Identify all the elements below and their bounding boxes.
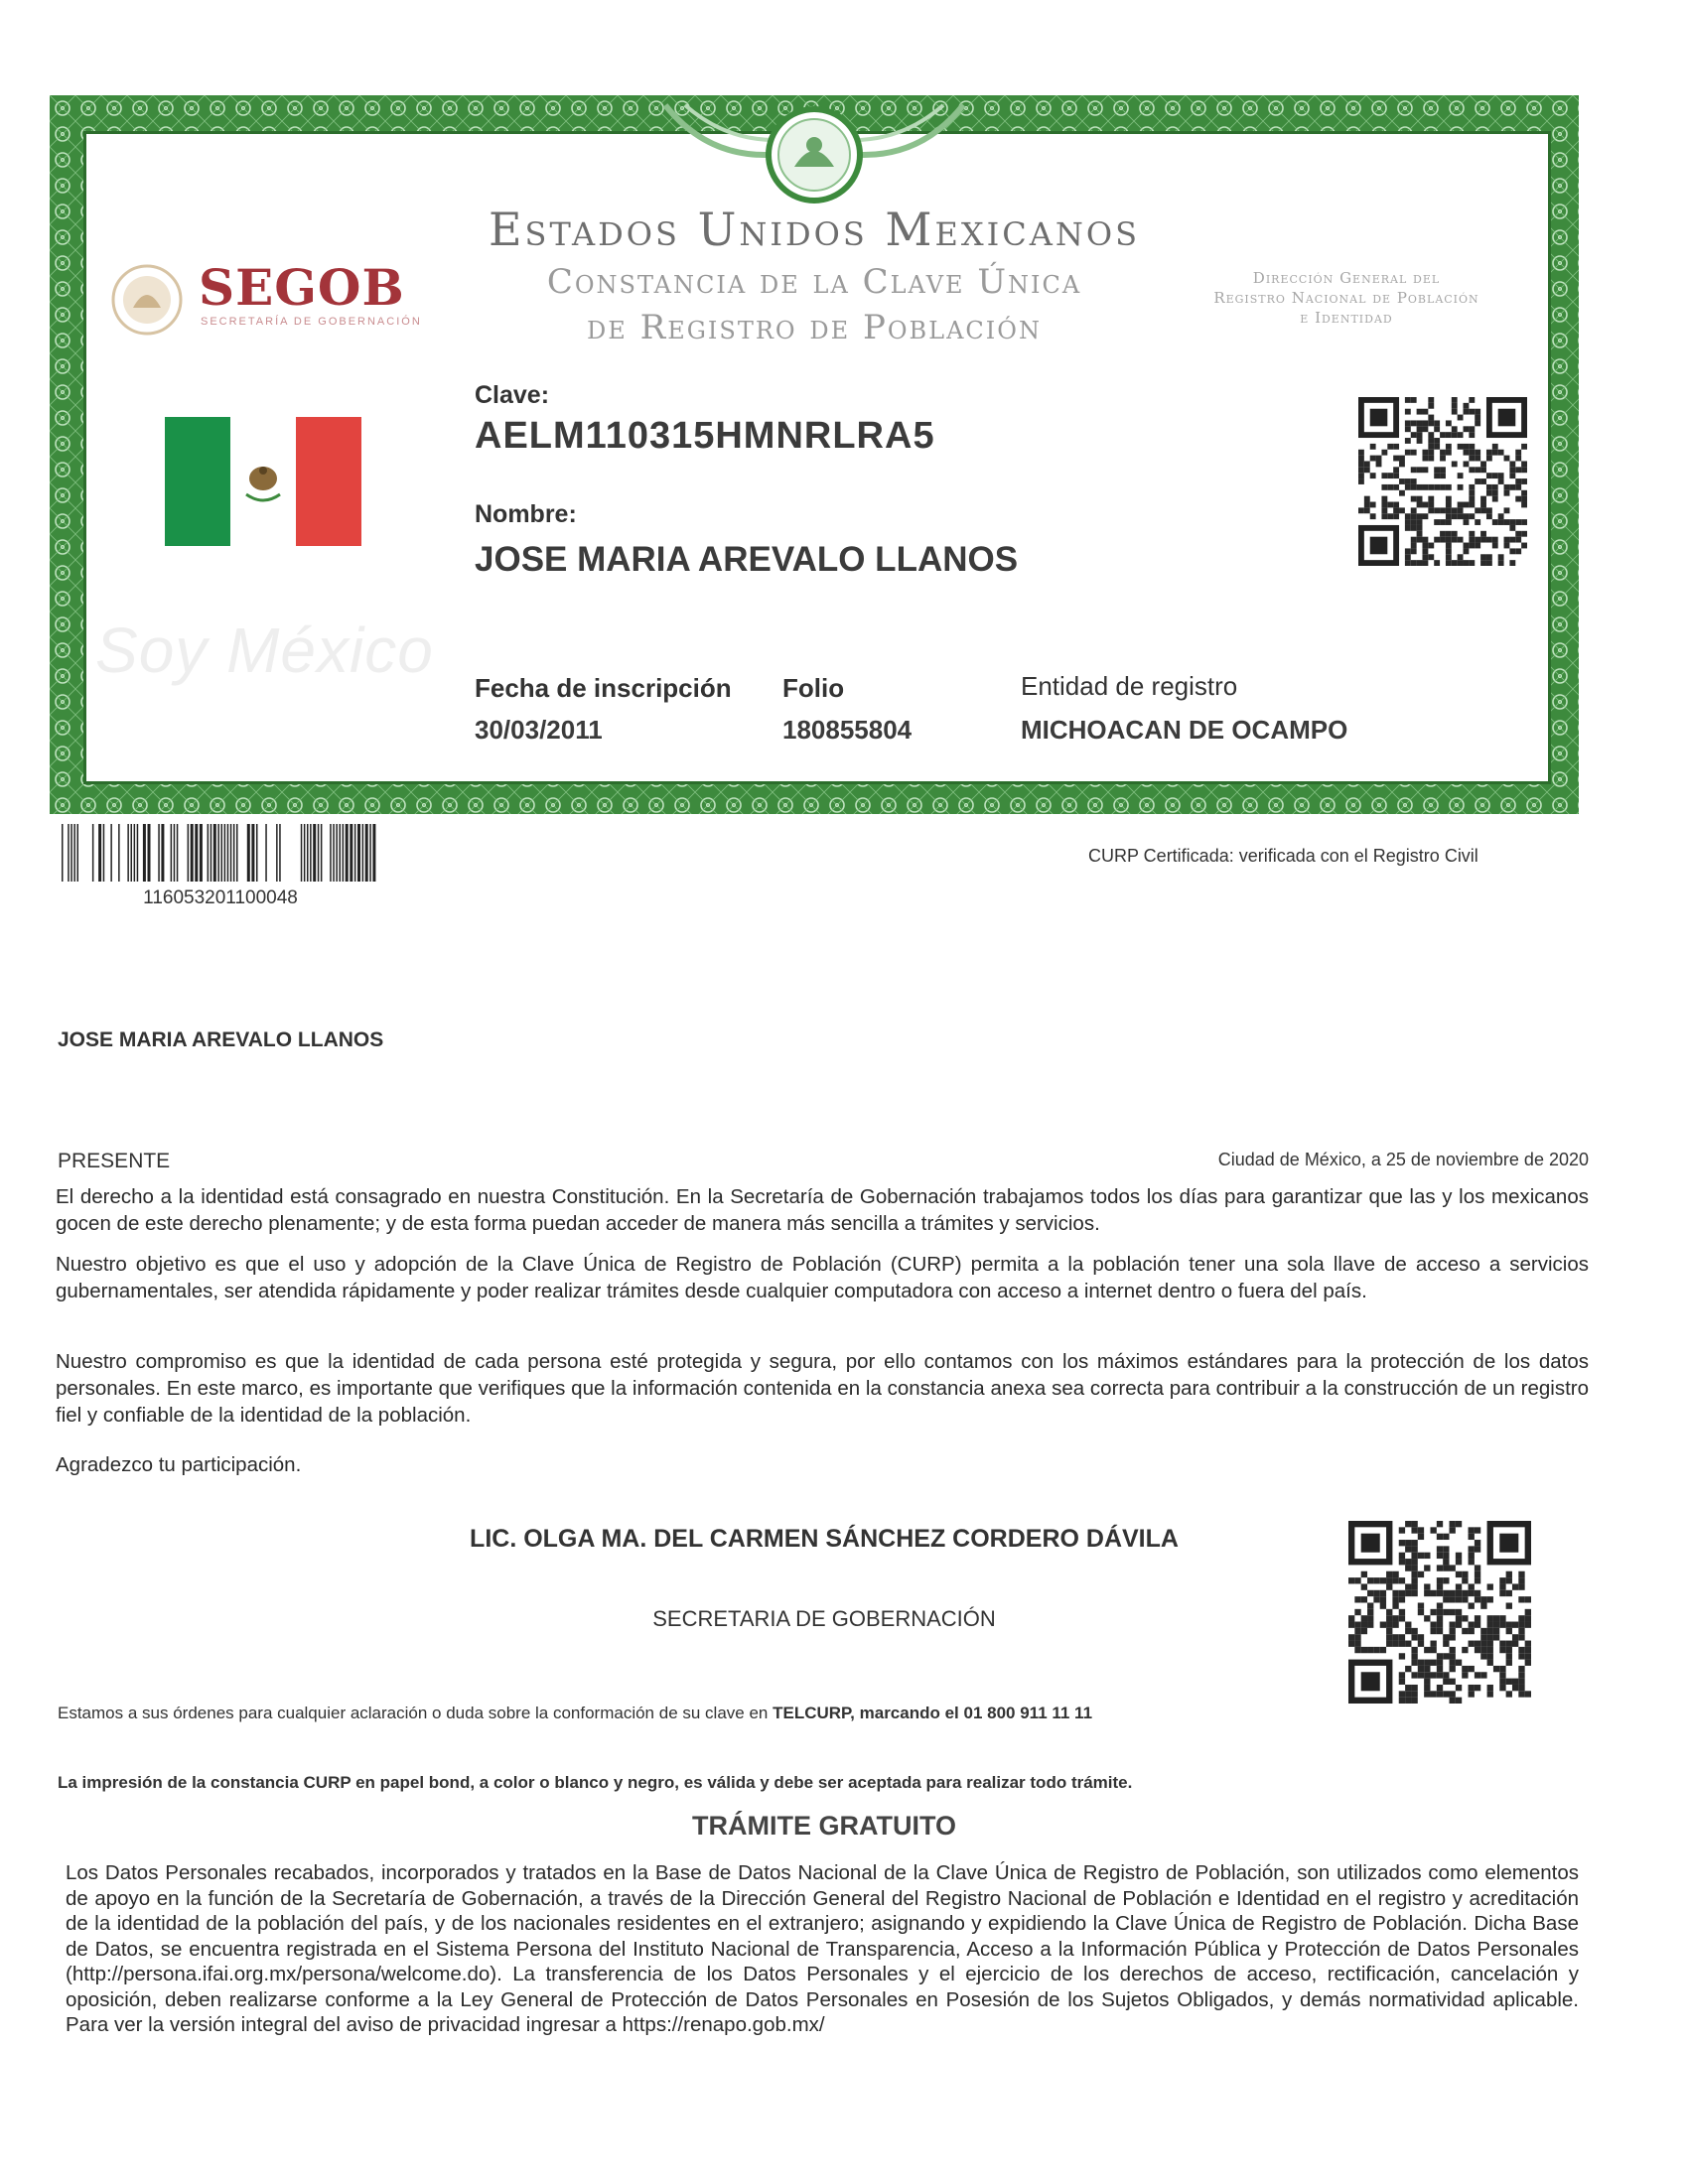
entidad-value: MICHOACAN DE OCAMPO	[1021, 715, 1348, 745]
mexican-flag-icon	[165, 417, 361, 546]
curp-certificada-note: CURP Certificada: verificada con el Registro Civil	[1088, 846, 1478, 866]
folio-label: Folio	[782, 673, 845, 703]
clave-value: AELM110315HMNRLRA5	[475, 415, 935, 457]
signer-name: LIC. OLGA MA. DEL CARMEN SÁNCHEZ CORDERO DÁVILA	[470, 1525, 1179, 1553]
signer-title: SECRETARIA DE GOBERNACIÓN	[652, 1606, 996, 1631]
letter-presente: PRESENTE	[58, 1150, 171, 1172]
direccion-line1: Dirección General del	[1252, 269, 1441, 287]
coat-of-arms-seal-icon	[645, 95, 983, 205]
certificate-subtitle-line1: Constancia de la Clave Única	[546, 262, 1082, 302]
certificate-title: Estados Unidos Mexicanos	[488, 203, 1141, 256]
contact-telcurp: TELCURP, marcando el 01 800 911 11 11	[773, 1704, 1093, 1722]
fecha-inscripcion-value: 30/03/2011	[475, 715, 603, 745]
signature-qr-code-icon	[1348, 1521, 1531, 1704]
segob-logo-text: SEGOB	[199, 258, 405, 317]
flag-white-stripe	[230, 417, 296, 546]
qr-code-icon	[1358, 397, 1527, 566]
barcode-number: 116053201100048	[143, 887, 298, 908]
flag-eagle-icon	[240, 457, 286, 506]
letter-paragraph-2: Nuestro objetivo es que el uso y adopción de la Clave Única de Registro de Población (CURP) permita a la población tener una sola llave de acceso a servicios gubernamentales, ser atendida rápidamente y poder realizar trámites desde cualquier computadora con acceso a internet dentro o fuera del país.	[56, 1253, 1589, 1302]
letter-paragraph-3: Nuestro compromiso es que la identidad de cada persona esté protegida y segura, por ello contamos con los máximos estándares para la protección de los datos personales. En este marco, es importante que verifiques que la información contenida en la constancia anexa sea correcta para contribuir a la construcción de un registro fiel y confiable de la identidad de la población.	[56, 1350, 1589, 1427]
soy-mexico-watermark: Soy México	[95, 614, 434, 686]
flag-green-stripe	[165, 417, 230, 546]
segob-emblem-icon	[107, 260, 187, 340]
letter-paragraph-1: El derecho a la identidad está consagrado en nuestra Constitución. En la Secretaría de Gobernación trabajamos todos los días para garantizar que las y los mexicanos gocen de este derecho plenamente; y de esta forma puedan acceder de manera más sencilla a trámites y servicios.	[56, 1185, 1589, 1235]
tramite-gratuito: TRÁMITE GRATUITO	[692, 1811, 956, 1841]
direccion-line2: Registro Nacional de Población	[1213, 289, 1479, 307]
segob-subtitle: SECRETARÍA DE GOBERNACIÓN	[201, 316, 422, 328]
impresion-note: La impresión de la constancia CURP en papel bond, a color o blanco y negro, es válida y debe ser aceptada para realizar todo trámite.	[58, 1773, 1133, 1792]
direccion-line3: e Identidad	[1300, 309, 1393, 327]
folio-value: 180855804	[782, 715, 913, 745]
entidad-label: Entidad de registro	[1021, 671, 1238, 701]
nombre-value: JOSE MARIA AREVALO LLANOS	[475, 540, 1019, 579]
flag-red-stripe	[296, 417, 361, 546]
barcode-icon	[62, 824, 379, 882]
fecha-inscripcion-label: Fecha de inscripción	[475, 673, 732, 703]
privacy-notice: Los Datos Personales recabados, incorporados y tratados en la Base de Datos Nacional de la Clave Única de Registro de Población, son utilizados como elementos de apoyo en la función de la Secretaría de Gobernación, a través de la Dirección General del Registro Nacional de Población e Identidad en el registro y acreditación de la identidad de la población del país, y de los nacionales residentes en el extranjero; asignando y expidiendo la Clave Única de Registro de Población. Dicha Base de Datos, se encuentra registrada en el Sistema Persona del Instituto Nacional de Transparencia, Acceso a la Información Pública y Protección de Datos Personales (http://persona.ifai.org.mx/persona/welcome.do). La transferencia de los Datos Personales y el ejercicio de los derechos de acceso, rectificación, cancelación y oposición, deben realizarse conforme a la Ley General de Protección de Datos Personales en Posesión de los Sujetos Obligados, y demás normatividad aplicable. Para ver la versión integral del aviso de privacidad ingresar a https://renapo.gob.mx/	[66, 1861, 1579, 2036]
letter-recipient: JOSE MARIA AREVALO LLANOS	[58, 1028, 384, 1051]
direccion-general	[1178, 268, 1515, 328]
certificate-subtitle-line2: de Registro de Población	[587, 308, 1042, 347]
letter-place-date: Ciudad de México, a 25 de noviembre de 2020	[1217, 1150, 1589, 1169]
nombre-label: Nombre:	[475, 500, 577, 528]
contact-line	[58, 1704, 1092, 1723]
clave-label: Clave:	[475, 381, 550, 409]
letter-thanks: Agradezco tu participación.	[56, 1453, 302, 1476]
contact-prefix: Estamos a sus órdenes para cualquier aclaración o duda sobre la conformación de su clave en	[58, 1704, 774, 1722]
